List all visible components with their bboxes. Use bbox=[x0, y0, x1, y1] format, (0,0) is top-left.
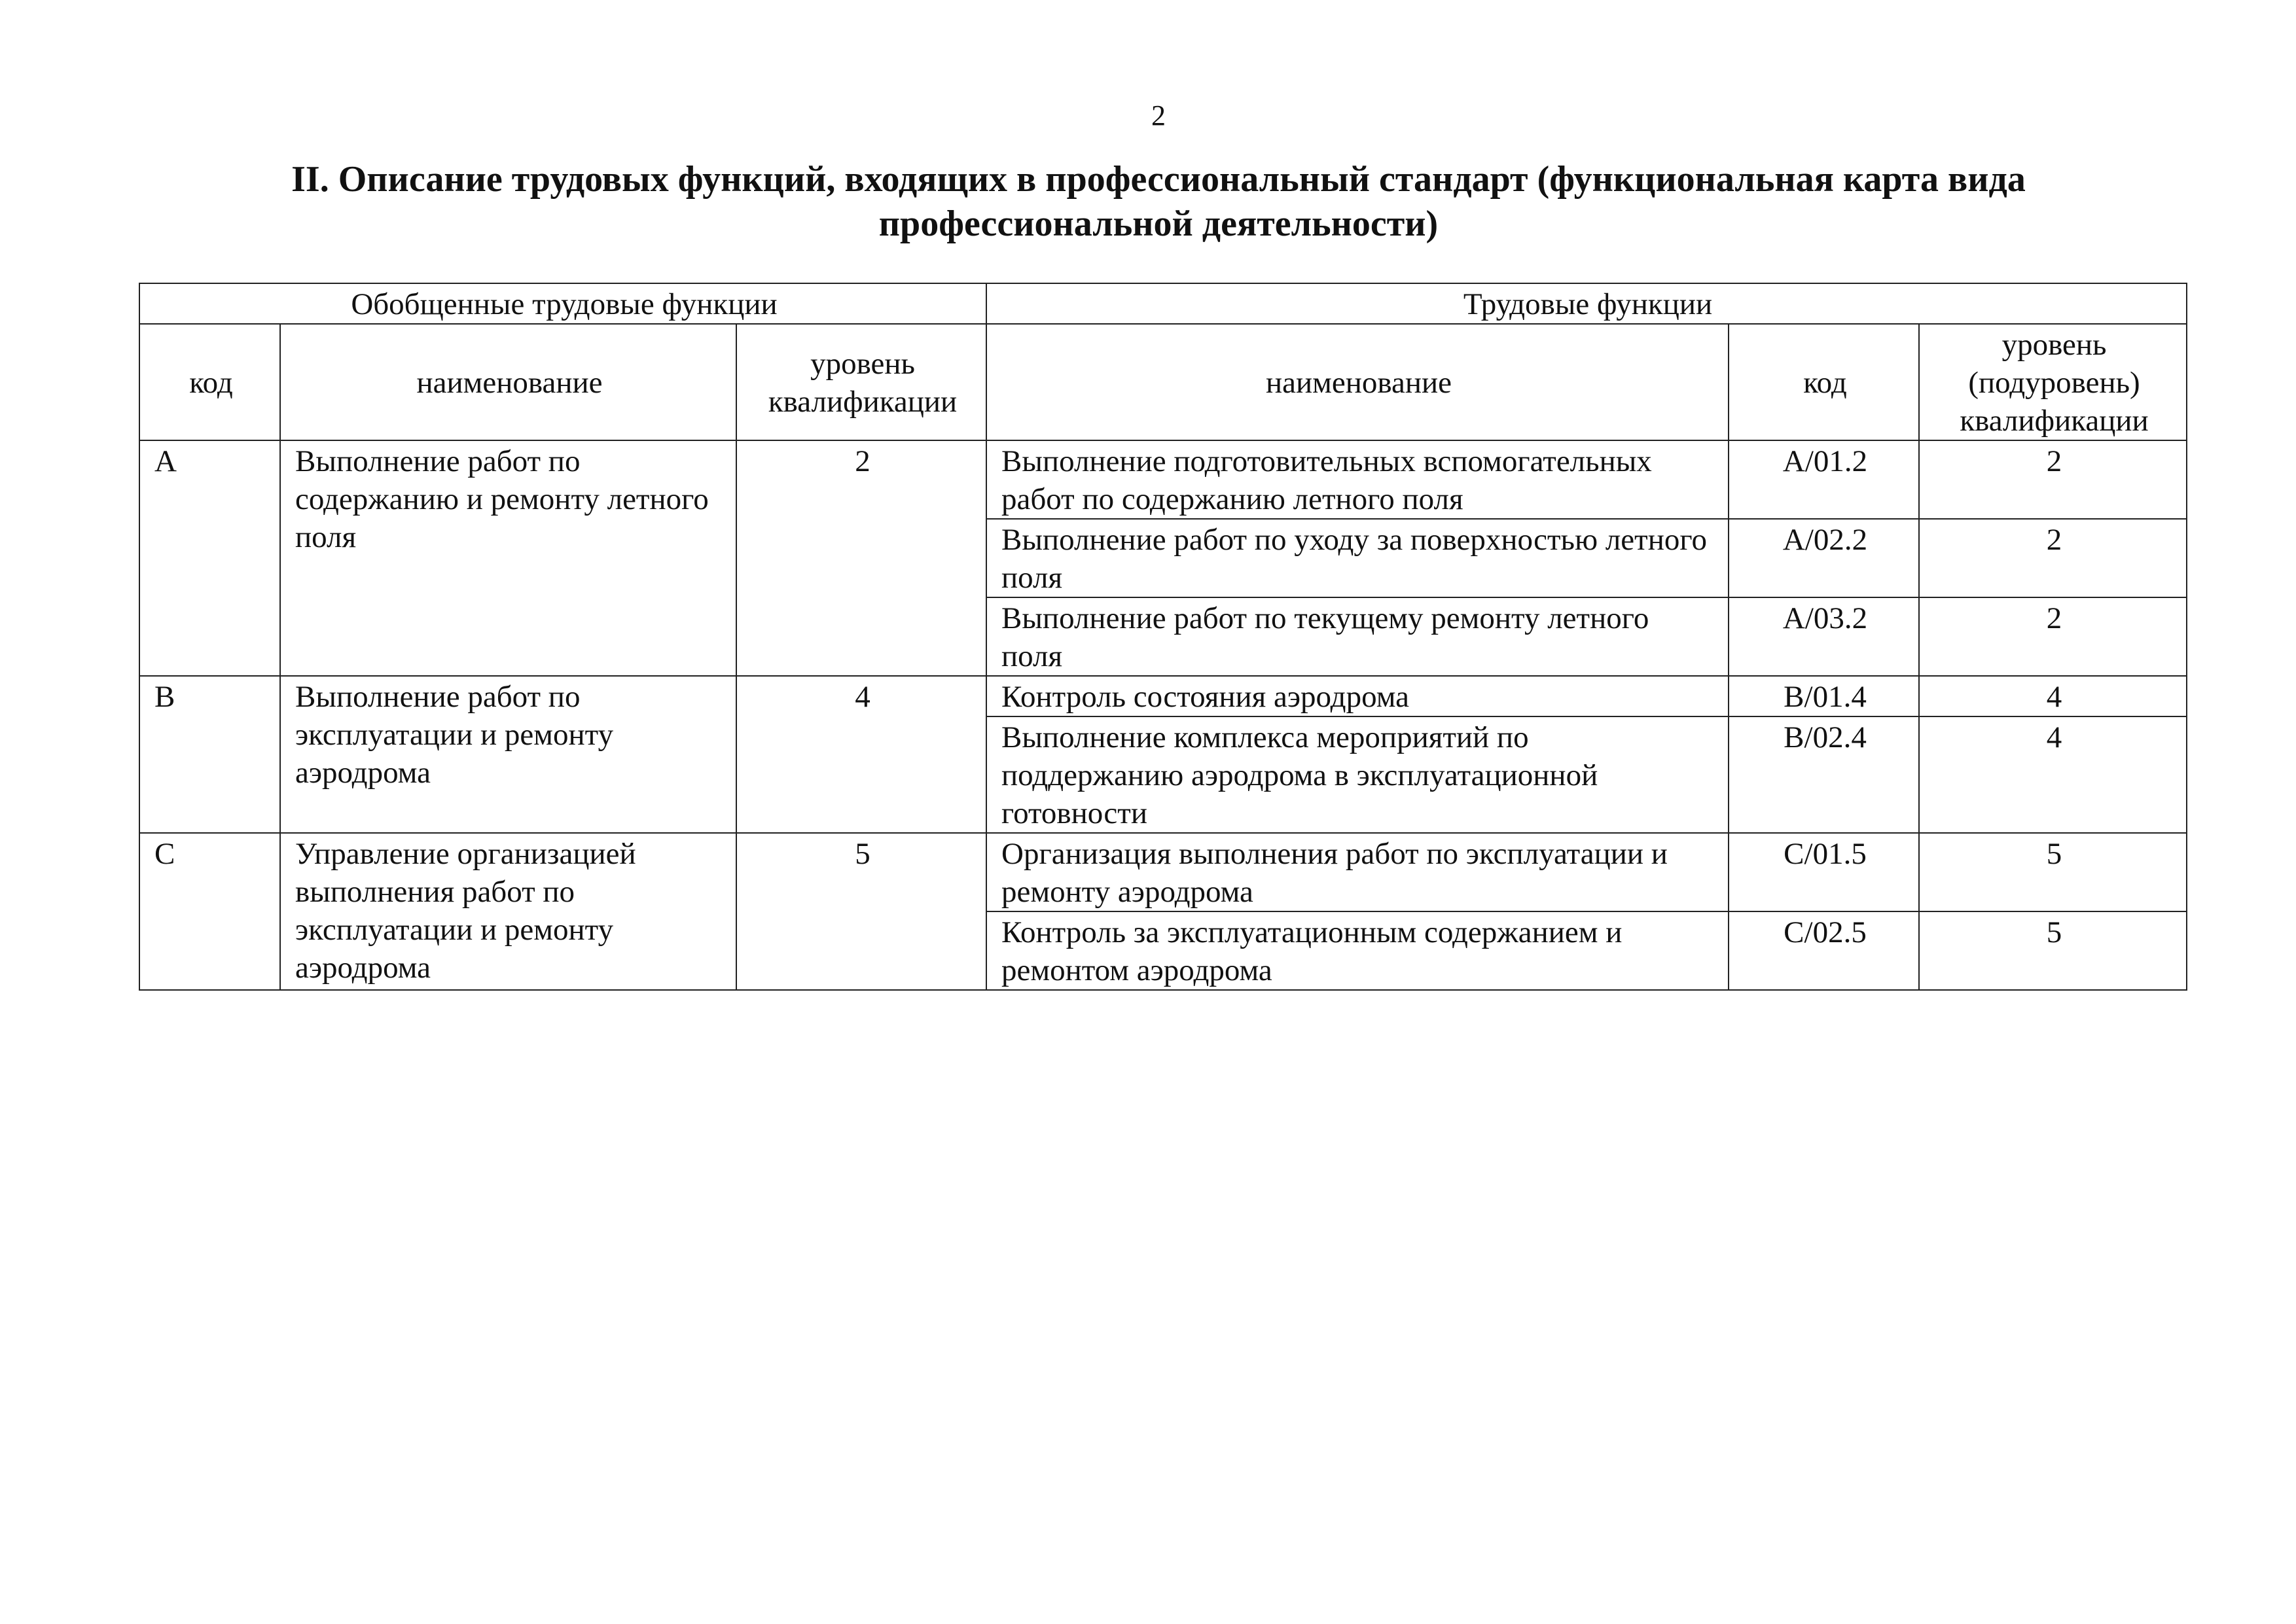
function-code: A/02.2 bbox=[1729, 519, 1919, 597]
column-header-gen-code: код bbox=[139, 324, 280, 440]
group-name: Выполнение работ по эксплуатации и ремонту аэродрома bbox=[280, 676, 736, 833]
group-name: Управление организацией выполнения работ по эксплуатации и ремонту аэродрома bbox=[280, 833, 736, 990]
group-header-row bbox=[139, 283, 2187, 324]
section-title: II. Описание трудовых функций, входящих в профессиональный стандарт (функциональная карта вида профессиональной деятельности) bbox=[291, 159, 2026, 244]
group-code: B bbox=[139, 676, 280, 833]
function-name: Выполнение подготовительных вспомогательных работ по содержанию летного поля bbox=[986, 440, 1729, 519]
function-name: Выполнение работ по текущему ремонту летного поля bbox=[986, 597, 1729, 676]
function-level: 5 bbox=[1919, 833, 2187, 911]
labor-functions-header: Трудовые функции bbox=[986, 283, 2187, 324]
function-code: B/01.4 bbox=[1729, 676, 1919, 716]
page-number: 2 bbox=[1151, 99, 1166, 132]
column-header-gen-name: наименование bbox=[280, 324, 736, 440]
function-name: Организация выполнения работ по эксплуатации и ремонту аэродрома bbox=[986, 833, 1729, 911]
function-level: 2 bbox=[1919, 519, 2187, 597]
function-code: C/01.5 bbox=[1729, 833, 1919, 911]
group-level: 4 bbox=[736, 676, 986, 833]
function-level: 4 bbox=[1919, 716, 2187, 833]
group-code: C bbox=[139, 833, 280, 990]
function-level: 2 bbox=[1919, 440, 2187, 519]
table-row bbox=[139, 440, 2187, 519]
group-level: 2 bbox=[736, 440, 986, 676]
function-name: Выполнение работ по уходу за поверхностью летного поля bbox=[986, 519, 1729, 597]
column-header-row bbox=[139, 324, 2187, 440]
group-name: Выполнение работ по содержанию и ремонту летного поля bbox=[280, 440, 736, 676]
function-code: B/02.4 bbox=[1729, 716, 1919, 833]
generalized-functions-header: Обобщенные трудовые функции bbox=[139, 283, 986, 324]
function-name: Контроль состояния аэродрома bbox=[986, 676, 1729, 716]
group-code: A bbox=[139, 440, 280, 676]
column-header-gen-level: уровень квалификации bbox=[736, 324, 986, 440]
function-code: A/03.2 bbox=[1729, 597, 1919, 676]
function-level: 2 bbox=[1919, 597, 2187, 676]
function-name: Контроль за эксплуатационным содержанием и ремонтом аэродрома bbox=[986, 911, 1729, 990]
function-code: A/01.2 bbox=[1729, 440, 1919, 519]
column-header-fn-name: наименование bbox=[986, 324, 1729, 440]
column-header-fn-level: уровень (подуровень) квалификации bbox=[1919, 324, 2187, 440]
function-name: Выполнение комплекса мероприятий по поддержанию аэродрома в эксплуатационной готовности bbox=[986, 716, 1729, 833]
group-level: 5 bbox=[736, 833, 986, 990]
function-level: 5 bbox=[1919, 911, 2187, 990]
column-header-fn-code: код bbox=[1729, 324, 1919, 440]
table-row bbox=[139, 833, 2187, 911]
functional-map-table bbox=[139, 283, 2187, 991]
function-level: 4 bbox=[1919, 676, 2187, 716]
table-row bbox=[139, 676, 2187, 716]
function-code: C/02.5 bbox=[1729, 911, 1919, 990]
